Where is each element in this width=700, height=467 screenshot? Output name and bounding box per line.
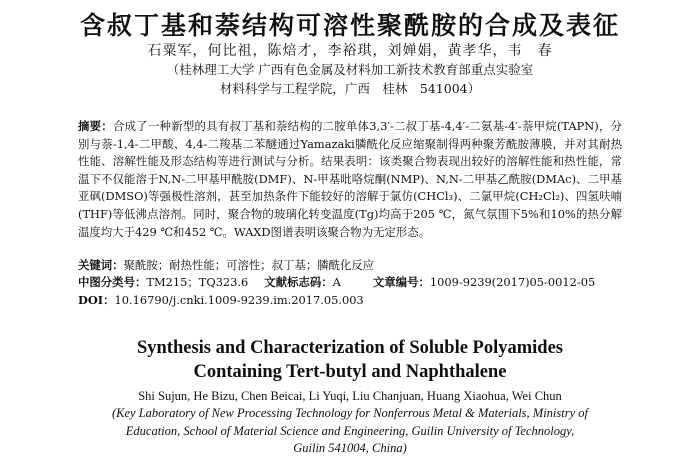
clc-value: TM215；TQ323.6	[146, 275, 249, 289]
affiliation-en-line: Education, School of Material Science and Engineering, Guilin University of Technology,	[125, 423, 575, 438]
keywords-label: 关键词：	[78, 258, 124, 272]
paper-title-cn: 含叔丁基和萘结构可溶性聚酰胺的合成及表征	[79, 11, 620, 40]
abstract-cn	[78, 118, 622, 241]
author-list-en: Shi Sujun, He Bizu, Chen Beicai, Li Yuqi, Liu Chanjuan, Huang Xiaohua, Wei Chun	[138, 389, 562, 403]
abstract-text: 合成了一种新型的具有叔丁基和萘结构的二胺单体3,3′-二叔丁基-4,4′-二氨基-4′-萘甲烷(TAPN)，分别与萘-1,4-二甲酸、4,4-二羧基二苯醚通过Yamazaki膦酰化反应缩聚制得两种聚芳酰胺薄膜，并对其耐热性能、溶解性能及形态结构等进行测试与分析。结果表明：该类聚合物表现出较好的溶解性能和热性能，常温下不仅能溶于N,N-二甲基甲酰胺(DMF)、N-甲基吡咯烷酮(NMP)、N,N-二甲基乙酰胺(DMAc)、二甲基亚砜(DMSO)等强极性溶剂，甚至加热条件下能较好的溶解于氯仿(CHCl₃)、二氯甲烷(CH₂Cl₂)、四氢呋喃(THF)等低沸点溶剂。同时，聚合物的玻璃化转变温度(Tg)均高于205 ℃，氮气氛围下5%和10%的热分解温度均大于429 ℃和452 ℃。WAXD图谱表明该聚合物为无定形态。	[78, 119, 622, 239]
affiliation-cn	[0, 60, 700, 98]
keywords-line	[78, 257, 640, 275]
article-number-label: 文章编号：	[372, 275, 430, 289]
clc-label: 中图分类号：	[78, 275, 147, 289]
classification-line	[78, 274, 640, 292]
doc-code-value: A	[332, 275, 341, 289]
affiliation-en-line: (Key Laboratory of New Processing Technology for Nonferrous Metal & Materials, Ministry of	[111, 406, 589, 420]
keywords-text: 聚酰胺；耐热性能；可溶性；叔丁基；膦酰化反应	[123, 258, 375, 272]
paper-title-en-line: Synthesis and Characterization of Soluble Polyamides	[136, 338, 564, 358]
abstract-label: 摘要：	[78, 119, 113, 133]
doi-label: DOI：	[78, 293, 115, 307]
affiliation-cn-line: 材料科学与工程学院，广西 桂林 541004）	[219, 81, 481, 96]
doc-code-label: 文献标志码：	[264, 275, 333, 289]
doi-line	[78, 292, 640, 310]
affiliation-cn-line: （桂林理工大学 广西有色金属及材料加工新技术教育部重点实验室	[166, 62, 534, 77]
paper-title-en-line: Containing Tert-butyl and Naphthalene	[193, 362, 507, 382]
affiliation-en-line: Guilin 541004, China)	[293, 441, 407, 455]
affiliation-en	[0, 405, 700, 458]
article-number-value: 1009-9239(2017)05-0012-05	[429, 275, 596, 289]
paper-title-en	[0, 336, 700, 384]
author-list-cn: 石粟军，何比祖，陈焙才，李裕琪，刘婵娟，黄孝华，韦 春	[147, 43, 553, 59]
doi-value[interactable]: 10.16790/j.cnki.1009-9239.im.2017.05.003	[114, 293, 364, 307]
